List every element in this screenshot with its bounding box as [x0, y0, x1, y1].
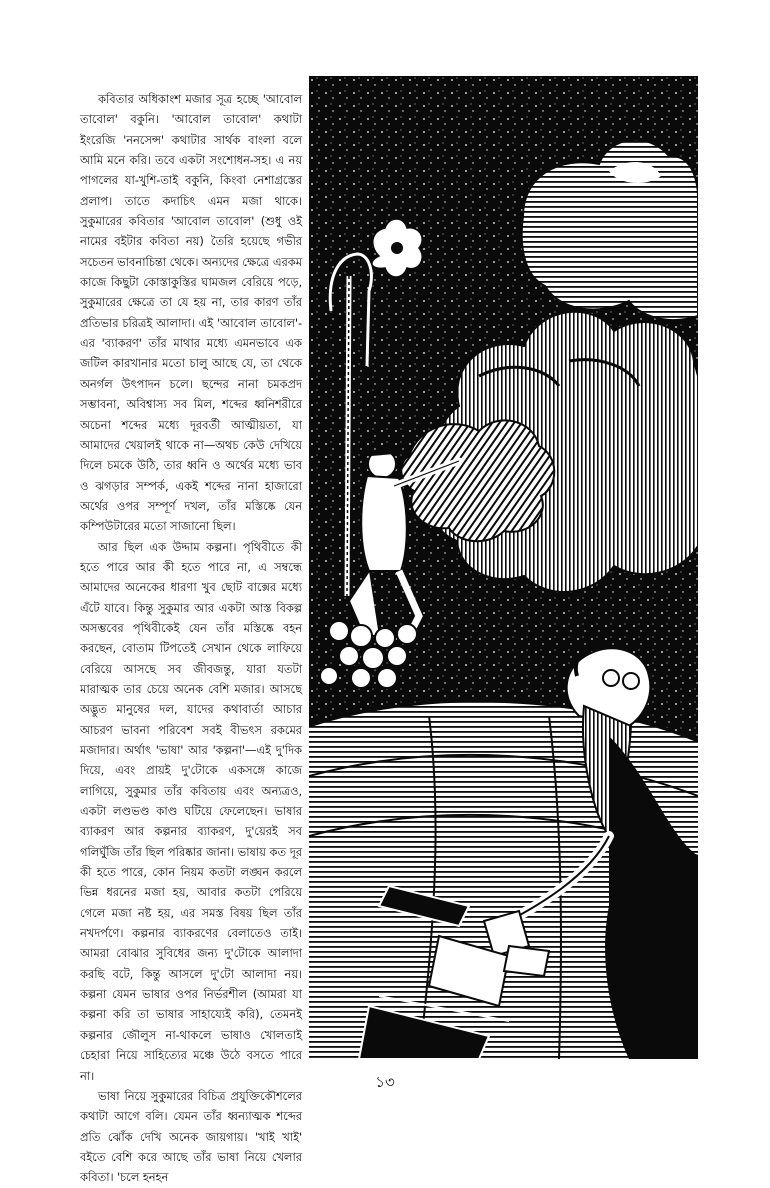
body-text-column	[80, 89, 302, 1188]
page-number: ১৩	[375, 1073, 395, 1091]
paragraph-3: ভাষা নিয়ে সুকুমারের বিচিত্র প্রযুক্তিকৌশলের কথাটা আগে বলি। যেমন তাঁর ধ্বন্যাত্মক শব্দের প্রতি ঝোঁক দেখি অনেক জায়গায়। 'খাই খাই' বইতে বেশি করে আছে তাঁর ভাষা নিয়ে খেলার কবিতা। 'চলে হনহন	[80, 1088, 302, 1185]
illustration-svg	[309, 76, 698, 1059]
paragraph-1: কবিতার অধিকাংশ মজার সূত্র হচ্ছে 'আবোল তাবোল' বকুনি। 'আবোল তাবোল' কথাটা ইংরেজি 'ননসেন্স' কথাটার সার্থক বাংলা বলে আমি মনে করি। তবে একটা সংশোধন-সহ। এ নয় পাগলের যা-খুশি-তাই বকুনি, কিংবা নেশাগ্রস্তের প্রলাপ। তাতে কদাচিৎ এমন মজা থাকে। সুকুমারের কবিতার 'আবোল তাবোল' (শুধু ওই নামের বইটার কবিতা নয়) তৈরি হয়েছে গভীর সচেতন ভাবনাচিন্তা থেকে। অন্যদের ক্ষেত্রে এরকম কাজে কিছুটা কোস্তাকুস্তির ঘামজল বেরিয়ে পড়ে, সুকুমারের ক্ষেত্রে তা যে হয় না, তার কারণ তাঁর প্রতিভার চরিত্রই আলাদা। এই 'আবোল তাবোল'-এর 'ব্যাকরণ' তাঁর মাথার মধ্যে এমনভাবে এক জটিল কারখানার মতো চালু আছে যে, তা থেকে অনর্গল উৎপাদন চলে। ছন্দের নানা চমকপ্রদ সম্ভাবনা, অবিশ্বাস্য সব মিল, শব্দের ধ্বনিশরীরে অচেনা শব্দের মধ্যে দূরবর্তী আত্মীয়তা, যা আমাদের খেয়ালই থাকে না—অথচ কেউ দেখিয়ে দিলে চমকে উঠি, তার ধ্বনি ও অর্থের মধ্যে ভাব ও ঝগড়ার সম্পর্ক, একই শব্দের নানা হাজারো অর্থের ওপর সম্পূর্ণ দখল, তাঁর মস্তিষ্কে যেন কম্পিউটারের মতো সাজানো ছিল।	[80, 92, 302, 534]
woodcut-illustration	[309, 76, 698, 1059]
child-cloud	[401, 420, 554, 541]
paragraph-2: আর ছিল এক উদ্দাম কল্পনা। পৃথিবীতে কী হতে পারে আর কী হতে পারে না, এ সম্বন্ধে আমাদের অনেকের ধারণা খুব ছোট বাক্সের মধ্যে এঁটে যাবে। কিন্তু সুকুমার আর একটা আস্ত বিকল্প অসম্ভবের পৃথিবীকেই যেন তাঁর মস্তিষ্কে বহন করছেন, বোতাম টিপতেই সেখান থেকে লাফিয়ে বেরিয়ে আসছে সব জীবজন্তু, যারা যতটা মারাত্মক তার চেয়ে অনেক বেশি মজার। আসছে অদ্ভুত মানুষের দল, যাদের কথাবার্তা আচার আচরণ ভাবনা পরিবেশ সবই বীভৎস রকমের মজাদার। অর্থাৎ 'ভাষা' আর 'কল্পনা'—এই দু'দিক দিয়ে, এবং প্রায়ই দু'টোকে একসঙ্গে কাজে লাগিয়ে, সুকুমার তাঁর কবিতায় এবং অন্যত্রও, একটা লণ্ডভণ্ড কাণ্ড ঘটিয়ে ফেলেছেন। ভাষার ব্যাকরণ আর কল্পনার ব্যাকরণ, দু'য়েরই সব গলিঘুঁজি তাঁর ছিল পরিষ্কার জানা। ভাষায় কত দূর কী হতে পারে, কোন নিয়ম কতটা লঙ্ঘন করলে ভিন্ন ধরনের মজা হয়, আবার কতটা পেরিয়ে গেলে মজা নষ্ট হয়, এর সমস্ত বিষয় ছিল তাঁর নখদর্পণে। কল্পনার ব্যাকরণের বেলাতেও তাই। আমরা বোঝার সুবিধের জন্য দু'টোকে আলাদা করছি বটে, কিন্তু আসলে দু'টো আলাদা নয়। কল্পনা যেমন ভাষার ওপর নির্ভরশীল (আমরা যা কল্পনা করি তা ভাষার সাহায্যেই করি), তেমনই কল্পনার জৌলুস না-থাকলে ভাষাও খোলতাই চেহারা নিয়ে সাহিত্যের মঞ্চে উঠে বসতে পারে না।	[80, 539, 302, 1083]
